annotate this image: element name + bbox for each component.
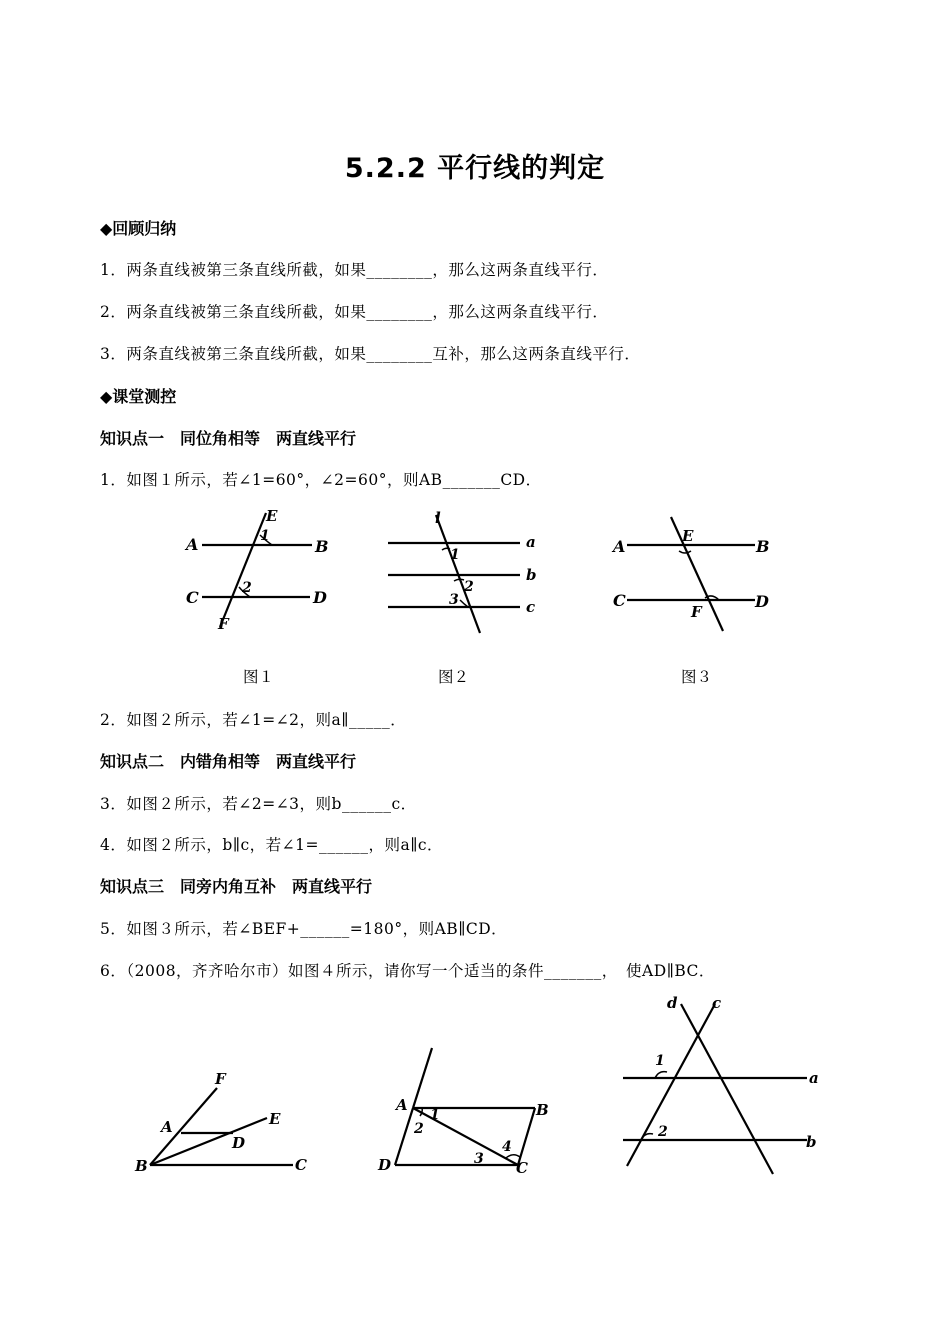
fig6-label-d: d <box>667 994 678 1012</box>
fig2-label-l: l <box>435 509 441 527</box>
fig2-label-a: a <box>526 533 536 551</box>
question-6: 6．（2008，齐齐哈尔市）如图４所示，请你写一个适当的条件_______， 使AD∥BC． <box>100 962 715 980</box>
fig4-label-e: E <box>269 1110 281 1128</box>
fig2-label-1: 1 <box>450 547 460 563</box>
question-5: 5．如图３所示，若∠BEF+______=180°，则AB∥CD． <box>100 920 508 938</box>
page-title: 5.2.2 平行线的判定 <box>344 153 606 184</box>
fig3-angle-bef-arc <box>679 551 691 553</box>
fig5-label-d: D <box>378 1156 392 1174</box>
fig2-angle-2-arc <box>454 579 464 581</box>
fig2-label-b: b <box>526 566 537 584</box>
fig2-label-2: 2 <box>464 579 474 595</box>
review-item-2: 2．两条直线被第三条直线所截，如果________，那么这两条直线平行． <box>100 303 609 321</box>
fig5-label-4: 4 <box>502 1139 512 1155</box>
fig4-label-f: F <box>215 1070 226 1088</box>
fig6-line-d <box>681 1004 773 1174</box>
kp1-heading: 知识点一 同位角相等 两直线平行 <box>100 429 357 448</box>
figure-2 <box>380 505 545 635</box>
question-2: 2．如图２所示，若∠1=∠2，则a∥_____． <box>100 711 407 729</box>
review-item-3: 3．两条直线被第三条直线所截，如果________互补，那么这两条直线平行． <box>100 345 641 363</box>
fig3-label-d: D <box>755 592 769 611</box>
fig2-label-c: c <box>526 598 536 616</box>
caption-figure-3: 图３ <box>681 668 713 686</box>
kp2-heading: 知识点二 内错角相等 两直线平行 <box>100 752 357 771</box>
review-item-1: 1．两条直线被第三条直线所截，如果________，那么这两条直线平行． <box>100 261 609 279</box>
fig3-label-a: A <box>613 537 626 556</box>
classroom-heading: ◆课堂测控 <box>100 387 177 406</box>
fig4-label-b: B <box>135 1157 148 1175</box>
fig3-label-e: E <box>682 527 694 545</box>
fig4-label-a: A <box>161 1118 173 1136</box>
review-heading: ◆回顾归纳 <box>100 219 177 238</box>
fig6-label-b: b <box>806 1133 817 1151</box>
fig1-label-2: 2 <box>242 580 252 596</box>
fig5-diagonal-ac <box>413 1108 518 1165</box>
fig4-label-d: D <box>232 1134 246 1152</box>
fig5-label-2: 2 <box>414 1121 424 1137</box>
fig1-label-e: E <box>266 507 278 525</box>
fig3-label-b: B <box>756 537 770 556</box>
figure-1 <box>180 505 340 635</box>
question-4: 4．如图２所示，b∥c，若∠1=______，则a∥c． <box>100 836 444 854</box>
fig5-side-bc <box>518 1108 535 1165</box>
fig6-label-2: 2 <box>658 1124 668 1140</box>
fig5-label-c: C <box>516 1159 528 1177</box>
fig5-side-ad <box>395 1108 413 1165</box>
figure-5 <box>370 1040 560 1180</box>
question-3: 3．如图２所示，若∠2=∠3，则b______c． <box>100 795 417 813</box>
figure-3 <box>605 505 775 635</box>
fig6-label-a: a <box>809 1069 819 1087</box>
fig1-label-b: B <box>315 537 329 556</box>
kp3-heading: 知识点三 同旁内角互补 两直线平行 <box>100 877 373 896</box>
fig3-label-c: C <box>613 591 626 610</box>
fig1-label-a: A <box>186 535 199 554</box>
caption-figure-2: 图２ <box>438 668 470 686</box>
fig6-label-c: c <box>712 994 722 1012</box>
fig5-label-b: B <box>536 1101 549 1119</box>
fig1-label-c: C <box>186 588 199 607</box>
fig1-label-f: F <box>218 615 229 633</box>
fig5-label-1: 1 <box>430 1107 440 1123</box>
fig5-angle-4-arc <box>506 1155 520 1158</box>
figure-4 <box>125 1060 325 1180</box>
fig3-label-f: F <box>691 603 702 621</box>
fig1-label-d: D <box>313 588 327 607</box>
fig5-ray-a <box>413 1048 432 1108</box>
figure-6 <box>615 990 830 1180</box>
fig5-label-a: A <box>396 1096 408 1114</box>
fig5-label-3: 3 <box>474 1151 484 1167</box>
fig4-label-c: C <box>295 1156 307 1174</box>
fig2-label-3: 3 <box>449 592 459 608</box>
fig6-line-c <box>627 1004 715 1166</box>
fig1-label-1: 1 <box>260 528 270 544</box>
caption-figure-1: 图１ <box>243 668 275 686</box>
fig6-label-1: 1 <box>655 1053 665 1069</box>
question-1: 1．如图１所示，若∠1=60°，∠2=60°，则AB_______CD． <box>100 471 542 489</box>
